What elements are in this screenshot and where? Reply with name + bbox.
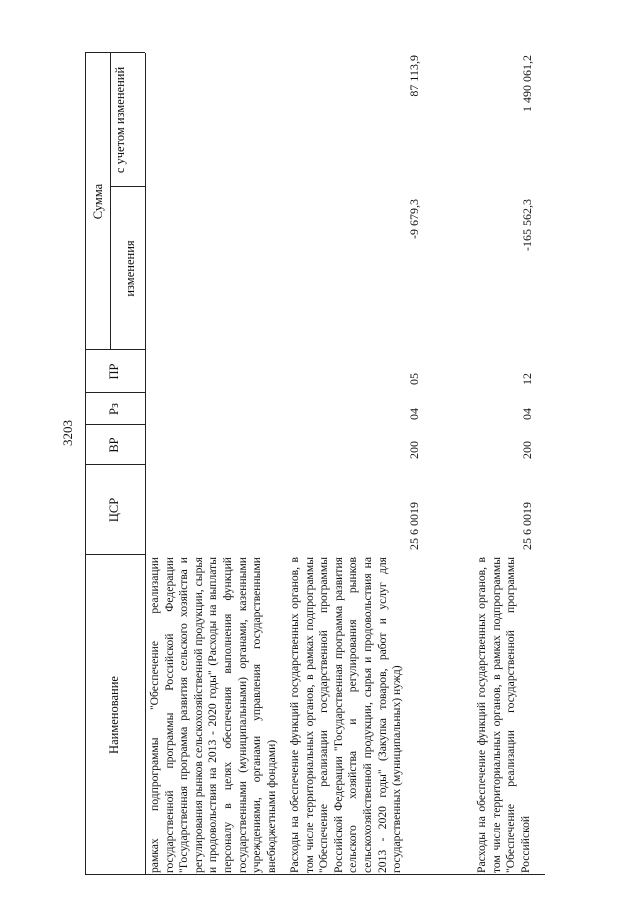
row-name: рамках подпрограммы "Обеспечение реализации государственной программы Российской Федерации "Государственная программа развития сельского хозяйства и регулирования рынков сельскохозяйственной продукции, сырья и продовольствия на 2013 - 2020 годы" (Расходы на выплаты персоналу в целях обеспечения выполнения функций государственными (муниципальными) органами, казенными учреждениями, органами управления государственными внебюджетными фондами)	[148, 557, 278, 873]
row-csr: 25 6 0019	[407, 502, 421, 550]
row-csr: 25 6 0019	[520, 502, 534, 550]
header-with-changes: с учетом изменений	[113, 66, 127, 174]
row-change: -165 562,3	[520, 199, 534, 251]
header-pr: ПР	[107, 363, 121, 380]
row-pr: 05	[407, 373, 421, 385]
header-change: изменения	[123, 240, 137, 297]
header-sum: Сумма	[91, 183, 105, 220]
budget-table	[85, 35, 545, 875]
header-rz: Рз	[107, 403, 121, 415]
header-name: Наименование	[107, 676, 121, 754]
page-number: 3203	[60, 420, 75, 446]
row-vr: 200	[520, 441, 534, 459]
row-vr: 200	[407, 441, 421, 459]
sum-subheader-line	[110, 53, 111, 350]
header-vr: ВР	[107, 437, 121, 453]
row-rz: 04	[520, 408, 534, 420]
row-with-changes: 1 490 061,2	[520, 55, 534, 112]
row-rz: 04	[407, 408, 421, 420]
header-csr: ЦСР	[107, 497, 121, 523]
table-border-left-body	[145, 874, 545, 875]
header-divider	[145, 53, 146, 875]
row-change: -9 679,3	[407, 199, 421, 239]
row-name: Расходы на обеспечение функций государственных органов, в том числе территориальных органов, в рамках подпрограммы "Обеспечение реализации государственной программы Российской	[475, 557, 532, 873]
row-name: Расходы на обеспечение функций государственных органов, в том числе территориальных органов, в рамках подпрограммы "Обеспечение реализации государственной программы Российской Федерации "Государственная программа развития сельского хозяйства и регулирования рынков сельскохозяйственной продукции, сырья и продовольствия на 2013 - 2020 годы" (Закупка товаров, работ и услуг для государственных (муниципальных) нужд)	[288, 557, 404, 873]
row-with-changes: 87 113,9	[407, 55, 421, 97]
row-pr: 12	[520, 373, 534, 385]
